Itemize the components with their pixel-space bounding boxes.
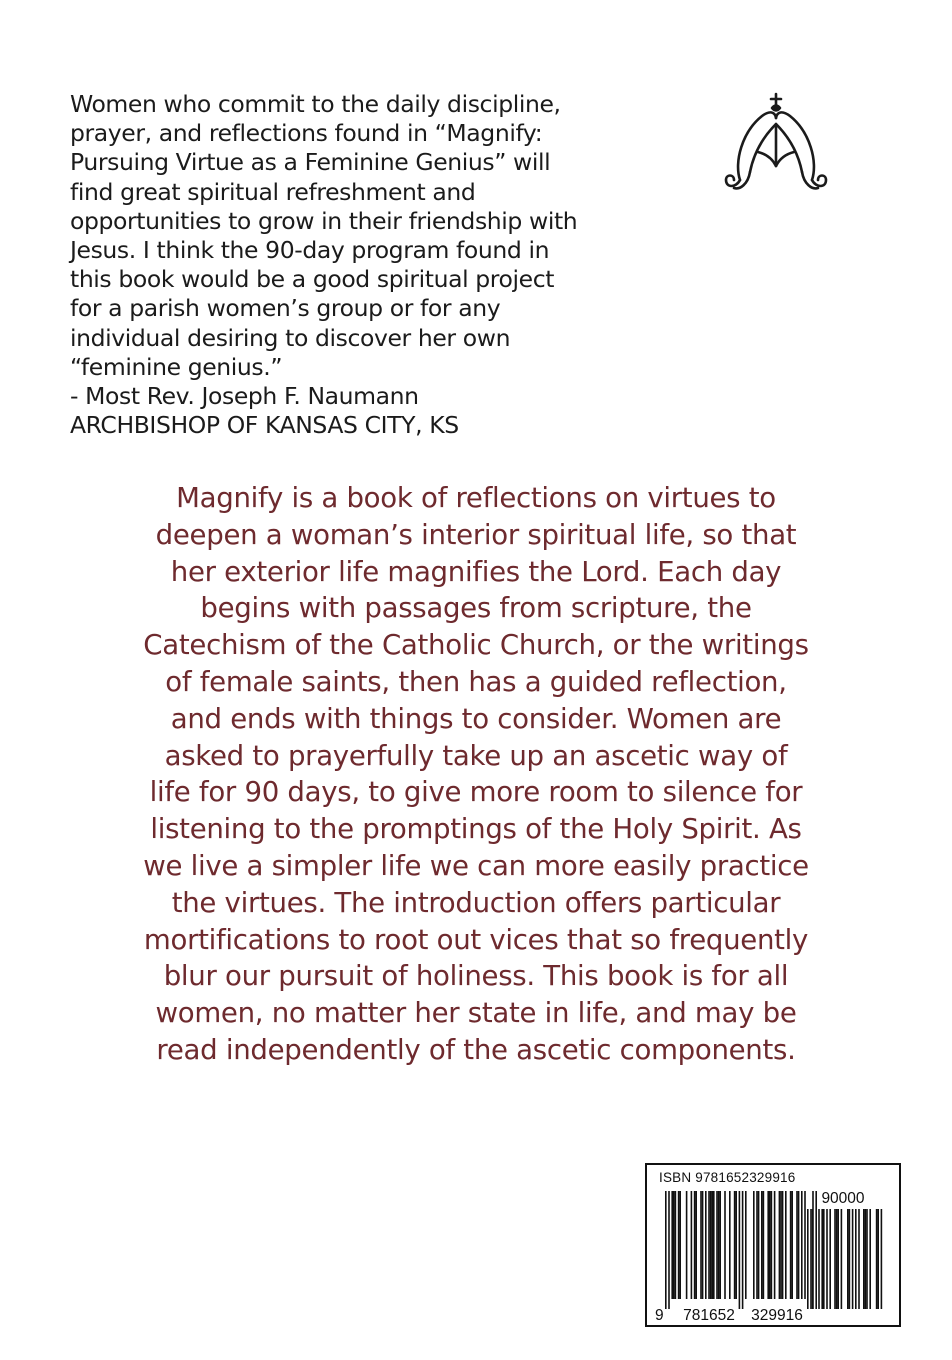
addon-bar xyxy=(810,1209,812,1309)
barcode-bar xyxy=(779,1191,781,1299)
addon-bar xyxy=(855,1209,857,1309)
endorsement-line: Women who commit to the daily discipline, xyxy=(70,90,561,118)
barcode-bar xyxy=(785,1191,787,1299)
endorsement-line: find great spiritual refreshment and xyxy=(70,177,476,206)
addon-bar xyxy=(849,1209,851,1309)
description-line: mortifications to root out vices that so frequently xyxy=(143,922,809,956)
barcode-bar xyxy=(702,1191,704,1299)
endorsement-title: ARCHBISHOP OF KANSAS CITY, KS xyxy=(70,411,459,440)
description-line: begins with passages from scripture, the xyxy=(200,591,752,625)
barcode-bar xyxy=(694,1191,696,1299)
barcode-guard-bar xyxy=(665,1191,667,1309)
addon-bar xyxy=(863,1209,865,1309)
barcode-bar xyxy=(678,1191,680,1299)
description-line: read independently of the ascetic components. xyxy=(156,1032,796,1066)
description-line: women, no matter her state in life, and may be xyxy=(155,996,797,1030)
description-line: deepen a woman’s interior spiritual life, so that xyxy=(155,517,797,551)
main-barcode-bars xyxy=(665,1191,817,1309)
barcode-bar xyxy=(675,1191,677,1299)
endorsement-quote xyxy=(70,90,690,440)
book-description xyxy=(30,480,922,1069)
addon-bar xyxy=(807,1209,809,1309)
isbn-barcode xyxy=(645,1163,901,1327)
barcode-bar xyxy=(790,1191,792,1299)
barcode-bar xyxy=(716,1191,718,1299)
endorsement-line: Pursuing Virtue as a Feminine Genius” will xyxy=(70,148,551,177)
addon-bar xyxy=(829,1209,831,1309)
addon-bar xyxy=(852,1209,854,1309)
addon-barcode-bars xyxy=(807,1209,882,1309)
barcode-bar xyxy=(796,1191,798,1299)
barcode-bar xyxy=(708,1191,710,1299)
barcode-bar xyxy=(734,1191,736,1299)
description-line: her exterior life magnifies the Lord. Each day xyxy=(170,554,782,588)
addon-bar xyxy=(826,1209,828,1309)
description-line: listening to the promptings of the Holy Spirit. As xyxy=(150,812,802,846)
marian-monogram-icon xyxy=(720,92,832,194)
barcode-bar xyxy=(801,1191,803,1299)
barcode-bar xyxy=(713,1191,715,1299)
endorsement-line: prayer, and reflections found in “Magnify: xyxy=(70,119,543,148)
endorsement-line: “feminine genius.” xyxy=(70,352,283,381)
barcode-bar xyxy=(761,1191,763,1299)
barcode-bar xyxy=(780,1191,782,1299)
addon-bar xyxy=(812,1209,814,1309)
barcode-bar xyxy=(705,1191,707,1299)
barcode-bar xyxy=(719,1191,721,1299)
addon-bar xyxy=(818,1209,820,1309)
barcode-bar xyxy=(791,1191,793,1299)
barcode-graphic xyxy=(647,1165,899,1325)
addon-bar xyxy=(821,1209,823,1309)
addon-bar xyxy=(876,1209,878,1309)
barcode-bar xyxy=(671,1191,673,1299)
description-line: asked to prayerfully take up an ascetic way of xyxy=(164,738,788,772)
endorsement-line: Jesus. I think the 90-day program found in xyxy=(70,236,550,265)
endorsement-line: individual desiring to discover her own xyxy=(70,323,511,352)
addon-digits: 90000 xyxy=(821,1190,865,1207)
isbn-label: ISBN 9781652329916 xyxy=(659,1170,796,1185)
description-line: life for 90 days, to give more room to silence for xyxy=(149,775,803,809)
barcode-bar xyxy=(686,1191,688,1299)
barcode-bar xyxy=(724,1191,726,1299)
barcode-bar xyxy=(771,1191,773,1299)
barcode-bar xyxy=(763,1191,765,1299)
barcode-bar xyxy=(710,1191,712,1299)
addon-bar xyxy=(837,1209,839,1309)
addon-bar xyxy=(865,1209,867,1309)
barcode-bar xyxy=(673,1191,675,1299)
description-line: blur our pursuit of holiness. This book is for all xyxy=(163,959,789,993)
addon-bar xyxy=(866,1209,868,1309)
barcode-guard-bar xyxy=(815,1191,817,1309)
barcode-bar xyxy=(758,1191,760,1299)
addon-bar xyxy=(834,1209,836,1309)
addon-bar xyxy=(881,1209,883,1309)
barcode-bar xyxy=(718,1191,720,1299)
description-line: Magnify is a book of reflections on virtues to xyxy=(176,481,776,514)
barcode-guard-bar xyxy=(742,1191,744,1309)
barcode-bar xyxy=(729,1191,731,1299)
barcode-bar xyxy=(769,1191,771,1299)
description-line: and ends with things to consider. Women are xyxy=(170,701,782,735)
addon-bar xyxy=(858,1209,860,1309)
description-line: Catechism of the Catholic Church, or the writings xyxy=(143,628,809,662)
barcode-bar xyxy=(756,1191,758,1299)
addon-bar xyxy=(823,1209,825,1309)
addon-bar xyxy=(841,1209,843,1309)
barcode-bar xyxy=(679,1191,681,1299)
endorsement-line: this book would be a good spiritual project xyxy=(70,265,555,294)
addon-bar xyxy=(869,1209,871,1309)
description-line: the virtues. The introduction offers particular xyxy=(171,885,781,919)
addon-bar xyxy=(836,1209,838,1309)
barcode-bar xyxy=(798,1191,800,1299)
description-line: we live a simpler life we can more easily practice xyxy=(143,848,809,882)
addon-bar xyxy=(847,1209,849,1309)
barcode-digit-group-left: 781652 xyxy=(683,1307,735,1324)
barcode-guard-bar xyxy=(739,1191,741,1309)
barcode-bar xyxy=(804,1191,806,1299)
barcode-bar xyxy=(691,1191,693,1299)
barcode-bar xyxy=(735,1191,737,1299)
barcode-guard-bar xyxy=(668,1191,670,1309)
barcode-digit-group-right: 329916 xyxy=(751,1307,803,1324)
endorsement-line: opportunities to grow in their friendship with xyxy=(70,206,578,235)
barcode-bar xyxy=(767,1191,769,1299)
barcode-bar xyxy=(782,1191,784,1299)
description-line: of female saints, then has a guided reflection, xyxy=(165,664,787,698)
barcode-bar xyxy=(711,1191,713,1299)
barcode-bar xyxy=(774,1191,776,1299)
barcode-bar xyxy=(753,1191,755,1299)
endorsement-line: for a parish women’s group or for any xyxy=(70,294,501,323)
barcode-digit-lead: 9 xyxy=(655,1307,664,1324)
barcode-bar xyxy=(745,1191,747,1299)
addon-bar xyxy=(877,1209,879,1309)
barcode-bar xyxy=(700,1191,702,1299)
endorsement-attribution: - Most Rev. Joseph F. Naumann xyxy=(70,382,419,411)
barcode-bar xyxy=(695,1191,697,1299)
